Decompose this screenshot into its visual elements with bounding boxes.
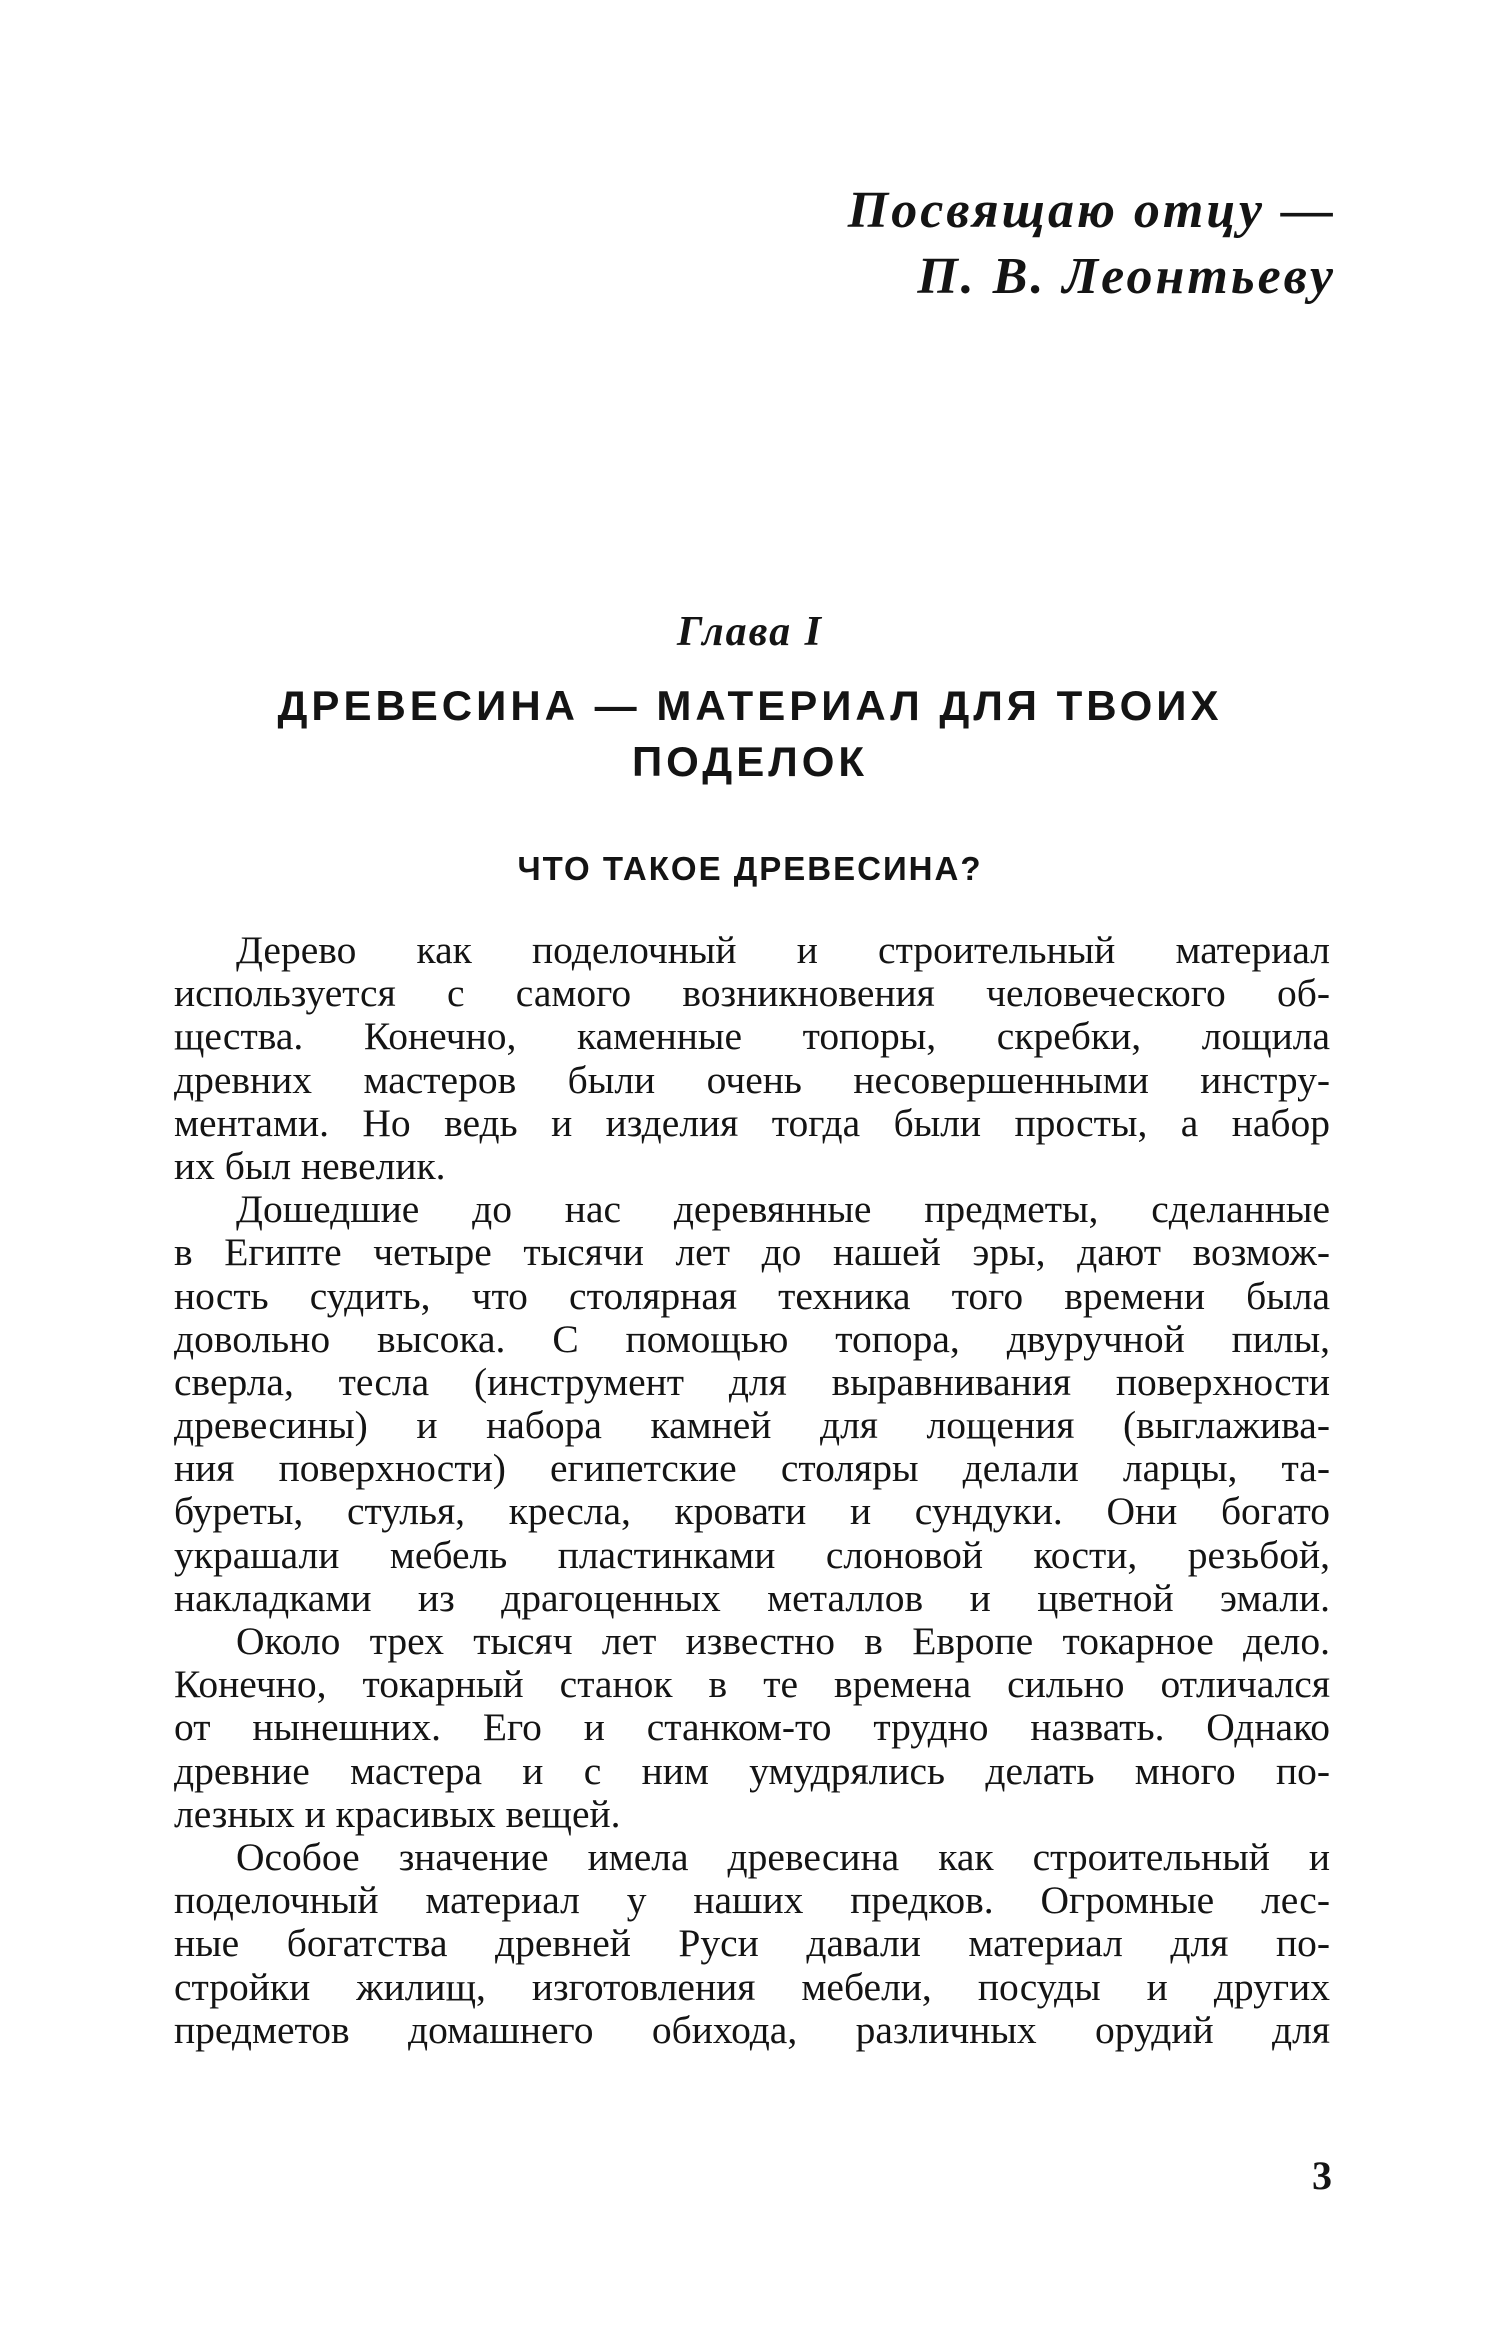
body-line: поделочный материал у наших предков. Огромные лес- [174, 1878, 1330, 1923]
body-line: используется с самого возникновения человеческого об- [174, 971, 1330, 1016]
dedication [848, 178, 1336, 310]
body-line: от нынешних. Его и станком-то трудно назвать. Однако [174, 1705, 1330, 1750]
body-line: ния поверхности) египетские столяры делали ларцы, та- [174, 1446, 1330, 1491]
chapter-title-line-2: ПОДЕЛОК [631, 738, 868, 785]
body-line: довольно высока. С помощью топора, двуручной пилы, [174, 1316, 1330, 1361]
body-line: Особое значение имела древесина как строительный и [236, 1834, 1330, 1879]
section-title: ЧТО ТАКОЕ ДРЕВЕСИНА? [517, 850, 983, 887]
body-line: древесины) и набора камней для лощения (выглажива- [174, 1403, 1330, 1448]
body-line: древних мастеров были очень несовершенными инстру- [174, 1057, 1330, 1102]
body-line: Около трех тысяч лет известно в Европе токарное дело. [236, 1619, 1330, 1663]
body-line: накладками из драгоценных металлов и цветной эмали. [174, 1575, 1330, 1620]
body-line: в Египте четыре тысячи лет до нашей эры, дают возмож- [174, 1230, 1330, 1275]
body-line: Дерево как поделочный и строительный материал [236, 928, 1330, 972]
body-line: лезных и красивых вещей. [174, 1791, 621, 1836]
body-line: щества. Конечно, каменные топоры, скребки, лощила [174, 1014, 1330, 1059]
page-number: 3 [1312, 2153, 1332, 2198]
body-line: буреты, стулья, кресла, кровати и сундуки. Они богато [174, 1489, 1330, 1534]
body-text [174, 929, 1330, 2052]
chapter-label: Глава I [676, 609, 823, 655]
body-line: ные богатства древней Руси давали материал для по- [174, 1921, 1330, 1966]
body-line: древние мастера и с ним умудрялись делать много по- [174, 1748, 1330, 1793]
dedication-line-2: П. В. Леонтьеву [917, 248, 1336, 305]
body-line: сверла, тесла (инструмент для выравнивания поверхности [174, 1359, 1330, 1404]
chapter-title-line-1: ДРЕВЕСИНА — МАТЕРИАЛ ДЛЯ ТВОИХ [277, 682, 1223, 729]
body-line: ментами. Но ведь и изделия тогда были просты, а набор [174, 1100, 1330, 1145]
chapter-title [0, 678, 1500, 790]
body-line: Конечно, токарный станок в те времена сильно отличался [174, 1662, 1330, 1707]
dedication-line-1: Посвящаю отцу — [847, 182, 1336, 239]
body-line: предметов домашнего обихода, различных орудий для [174, 2007, 1330, 2052]
body-line: их был невелик. [174, 1143, 446, 1188]
body-line: ность судить, что столярная техника того времени была [174, 1273, 1330, 1318]
body-line: стройки жилищ, изготовления мебели, посуды и других [174, 1964, 1330, 2009]
body-line: украшали мебель пластинками слоновой кости, резьбой, [174, 1532, 1330, 1577]
body-line: Дошедшие до нас деревянные предметы, сделанные [236, 1187, 1330, 1232]
